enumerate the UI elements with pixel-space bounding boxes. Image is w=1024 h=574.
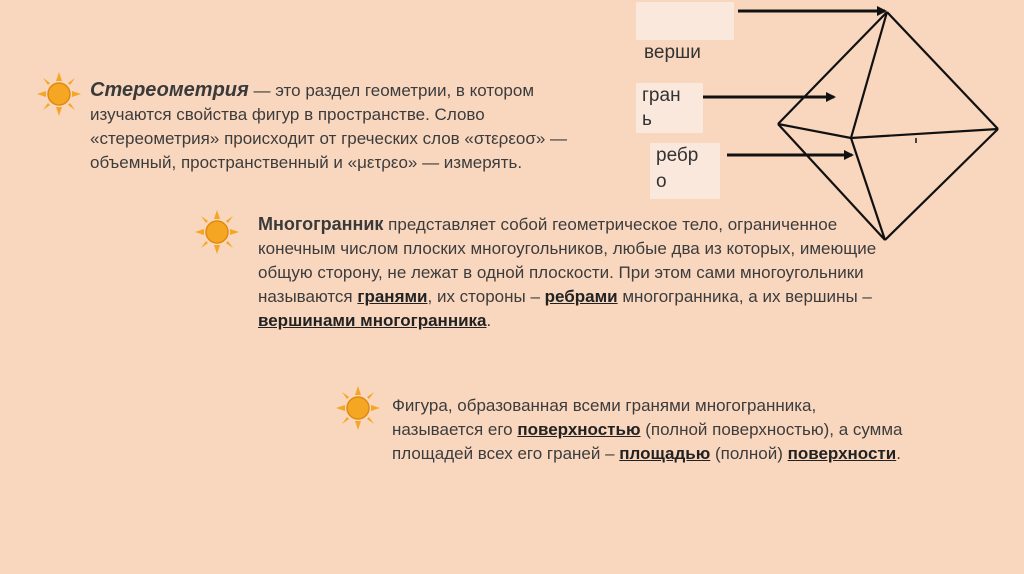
surface-text-2: (полной поверхностью), а сумма площадей всех его граней – (392, 420, 903, 463)
sun-icon (195, 210, 239, 254)
edges-term: ребрами (544, 287, 618, 306)
surface-text-1: Фигура, образованная всеми гранями многогранника, называется его (392, 396, 817, 439)
edge-label-line2: о (656, 171, 667, 192)
vertex-label: верши (644, 42, 701, 63)
edge-label-line1: ребр (656, 145, 699, 166)
polyhedron-text-1: представляет собой геометрическое тело, ограниченное конечным числом плоских многоугольников, любые два из которых, имеющие общую сторону, не лежат в одной плоскости. При этом сами многоугольники называются (258, 215, 877, 306)
stereometry-definition (90, 78, 600, 175)
polyhedron-term: Многогранник (258, 214, 384, 234)
polyhedron-text-4: . (486, 311, 492, 330)
area-term: площадью (619, 444, 711, 463)
faces-term: гранями (357, 287, 428, 306)
face-label (636, 83, 703, 133)
surface-term-2: поверхности (787, 444, 897, 463)
edge-label (650, 143, 720, 199)
stereometry-text: — это раздел геометрии, в котором изучаются свойства фигур в пространстве. Слово «стереометрия» происходит от греческих слов «στερεοσ» — объемный, пространственный и «μετρεο» — измерять. (90, 81, 568, 172)
polyhedron-text-2: , их стороны – (427, 287, 545, 306)
sun-icon (336, 386, 380, 430)
polyhedron-text-3: многогранника, а их вершины – (617, 287, 872, 306)
surface-term: поверхностью (517, 420, 641, 439)
octahedron-edges (778, 12, 998, 240)
face-label-line1: гран (642, 85, 681, 106)
vertices-term: вершинами многогранника (258, 311, 487, 330)
face-label-line2: ь (642, 109, 652, 130)
surface-definition (392, 394, 912, 466)
polyhedron-definition (258, 212, 878, 333)
vertex-label-box (636, 2, 734, 40)
surface-text-3: (полной) (710, 444, 788, 463)
sun-icon (37, 72, 81, 116)
stereometry-term: Стереометрия (90, 79, 249, 101)
surface-text-4: . (896, 444, 901, 463)
